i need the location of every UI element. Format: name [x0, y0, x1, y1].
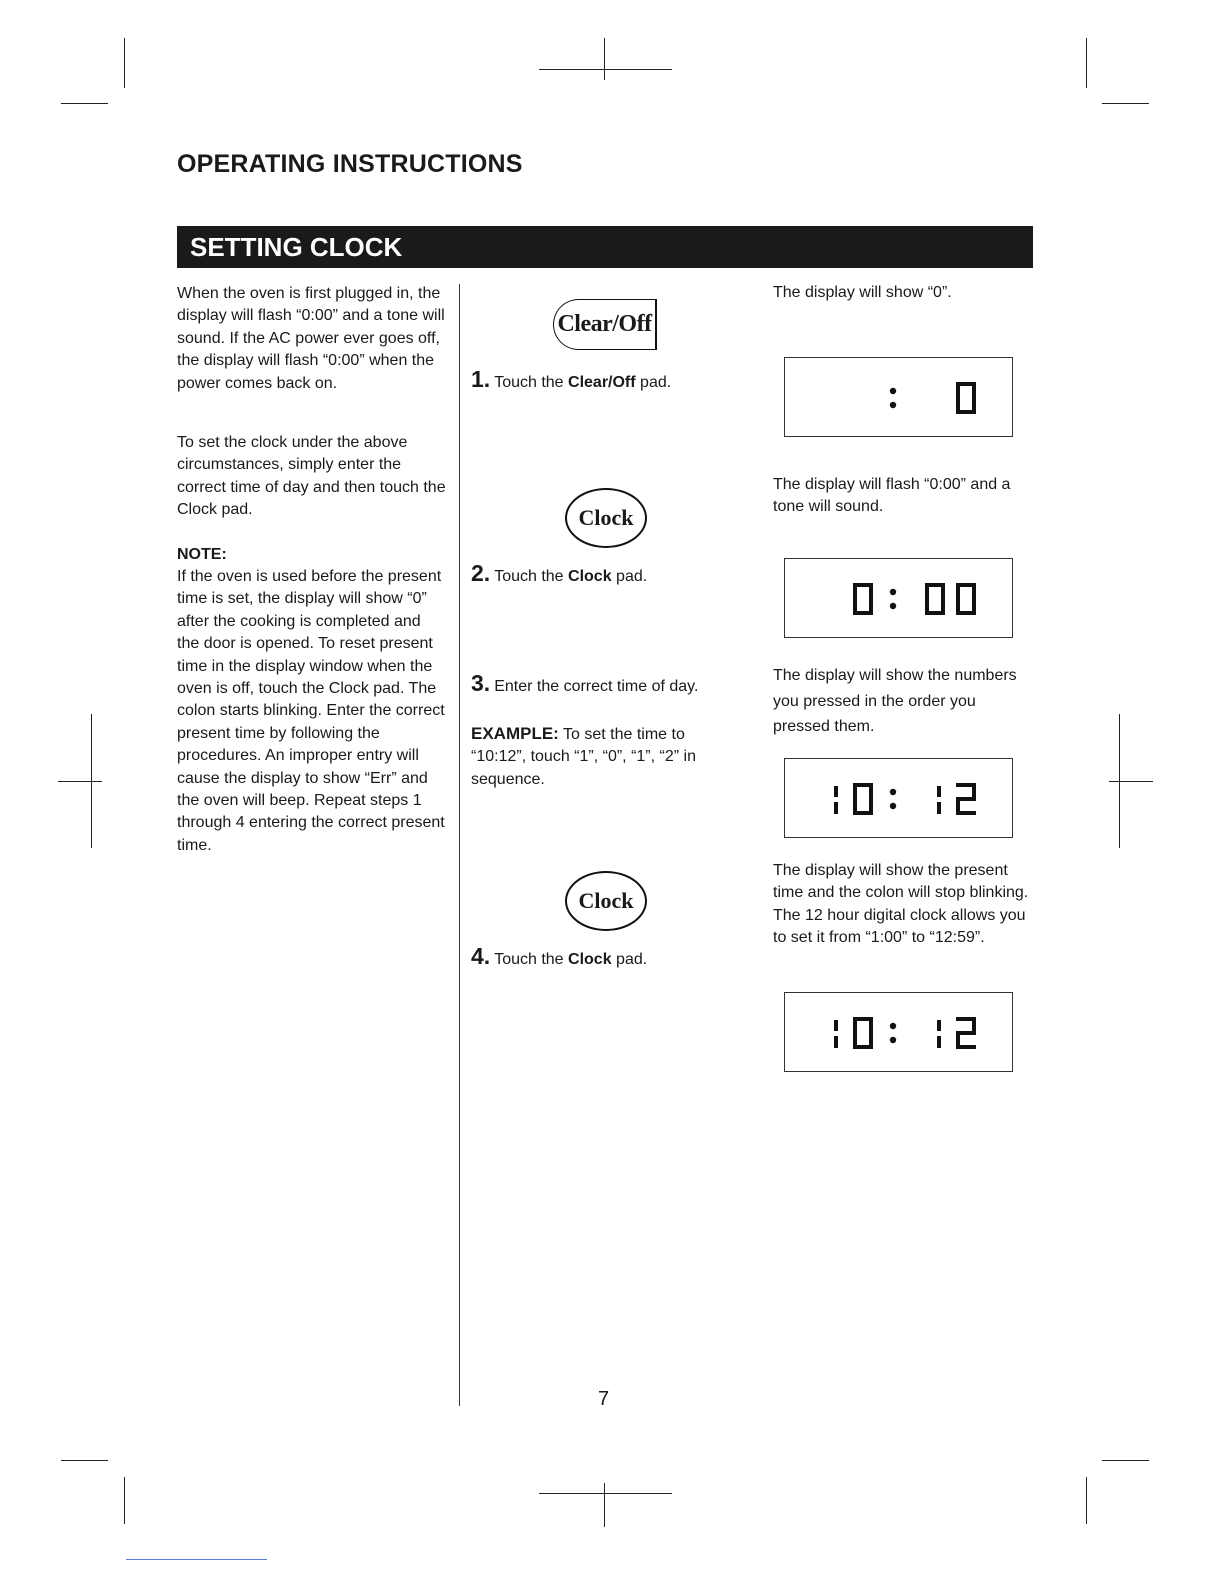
- instructions-paragraph: To set the clock under the above circumstances, simply enter the correct time of day and then touch the Clock pad.: [177, 434, 446, 519]
- page-heading: OPERATING INSTRUCTIONS: [177, 150, 523, 178]
- lcd-segment: [956, 811, 976, 815]
- crop-mark: [1102, 103, 1149, 104]
- step-pad-name: Clock: [568, 951, 612, 968]
- lcd-colon-dot: [890, 603, 896, 609]
- crop-mark: [61, 103, 108, 104]
- lcd-segment: [937, 786, 941, 797]
- lcd-colon-dot: [890, 589, 896, 595]
- note-label: NOTE:: [177, 546, 227, 563]
- lcd-segment: [853, 783, 857, 799]
- step-text: Enter the correct time of day.: [494, 678, 699, 695]
- step-pad-name: Clock: [568, 568, 612, 585]
- crop-mark: [539, 1493, 672, 1494]
- crop-mark: [1086, 38, 1087, 88]
- lcd-display: [784, 758, 1013, 838]
- lcd-segment: [869, 1017, 873, 1033]
- step-4: [471, 943, 647, 970]
- section-banner: [177, 226, 1033, 268]
- lcd-segment: [834, 802, 838, 814]
- crop-mark: [539, 69, 672, 70]
- step-2: [471, 560, 647, 587]
- lcd-segment: [972, 382, 976, 398]
- step-number: 3.: [471, 670, 491, 696]
- lcd-segment: [869, 583, 873, 599]
- lcd-colon-dot: [890, 1037, 896, 1043]
- lcd-segment: [925, 599, 929, 615]
- lcd-segment: [869, 783, 873, 799]
- lcd-segment: [941, 583, 945, 599]
- step-text: Touch the: [494, 568, 569, 585]
- clock-pad: [565, 488, 647, 548]
- crop-mark: [1109, 781, 1153, 782]
- page-number: 7: [598, 1388, 610, 1410]
- lcd-segment: [956, 398, 960, 414]
- crop-mark: [124, 38, 125, 88]
- step-text: Touch the: [494, 374, 569, 391]
- example-text: [471, 723, 736, 791]
- lcd-colon-dot: [890, 402, 896, 408]
- lcd-display: [784, 992, 1013, 1072]
- lcd-segment: [853, 1033, 857, 1049]
- lcd-segment: [956, 382, 960, 398]
- lcd-segment: [853, 583, 857, 599]
- lcd-display: [784, 357, 1013, 437]
- step-3: [471, 670, 698, 697]
- lcd-colon-dot: [890, 1023, 896, 1029]
- lcd-segment: [925, 583, 929, 599]
- crop-mark: [604, 1483, 605, 1527]
- lcd-segment: [853, 1017, 857, 1033]
- lcd-segment: [937, 1036, 941, 1048]
- crop-mark: [124, 1477, 125, 1524]
- lcd-readout: [785, 358, 1014, 438]
- step-number: 1.: [471, 366, 491, 392]
- lcd-segment: [834, 786, 838, 797]
- crop-mark: [604, 38, 605, 80]
- lcd-segment: [956, 599, 960, 615]
- step-1: [471, 366, 671, 393]
- lcd-readout: [785, 759, 1014, 839]
- lcd-segment: [853, 599, 857, 615]
- step-text: pad.: [611, 951, 648, 968]
- scan-artifact-line: [126, 1559, 267, 1560]
- example-body: To set the time to “10:12”, touch “1”, “0”, “1”, “2” in sequence.: [471, 726, 696, 788]
- lcd-segment: [834, 1020, 838, 1031]
- lcd-segment: [956, 1045, 976, 1049]
- intro-paragraph: When the oven is first plugged in, the display will flash “0:00” and a tone will sound. If the AC power ever goes off, the display will flash “0:00” when the power comes back on.: [177, 285, 445, 392]
- crop-mark: [1086, 1477, 1087, 1524]
- step-text: pad.: [635, 374, 672, 391]
- crop-mark: [1102, 1460, 1149, 1461]
- step-text: Touch the: [494, 951, 569, 968]
- lcd-readout: [785, 559, 1014, 639]
- display-description: The display will show the present time and the colon will stop blinking. The 12 hour digital clock allows you to set it from “1:00” to “12:59”.: [773, 862, 1029, 947]
- crop-mark: [61, 1460, 108, 1461]
- column-divider: [459, 284, 460, 1406]
- lcd-colon-dot: [890, 789, 896, 795]
- step-pad-name: Clear/Off: [568, 374, 636, 391]
- lcd-colon-dot: [890, 803, 896, 809]
- lcd-segment: [937, 1020, 941, 1031]
- lcd-display: [784, 558, 1013, 638]
- lcd-segment: [937, 802, 941, 814]
- clock-pad-label: Clock: [578, 888, 634, 913]
- step-text: pad.: [611, 568, 648, 585]
- lcd-segment: [834, 1036, 838, 1048]
- clear-off-pad: [553, 299, 657, 350]
- clock-pad: [565, 871, 647, 931]
- step-number: 2.: [471, 560, 491, 586]
- section-title: SETTING CLOCK: [190, 232, 403, 262]
- display-description: The display will flash “0:00” and a tone will sound.: [773, 476, 1011, 516]
- lcd-segment: [972, 1017, 976, 1033]
- display-description: The display will show the numbers you pressed in the order you pressed them.: [773, 667, 1017, 735]
- display-description: The display will show “0”.: [773, 284, 952, 301]
- lcd-segment: [972, 583, 976, 599]
- step-number: 4.: [471, 943, 491, 969]
- clear-off-pad-label: Clear/Off: [557, 311, 652, 337]
- example-label: EXAMPLE:: [471, 724, 559, 743]
- clock-pad-label: Clock: [578, 505, 634, 530]
- lcd-segment: [853, 799, 857, 815]
- lcd-readout: [785, 993, 1014, 1073]
- lcd-colon-dot: [890, 388, 896, 394]
- lcd-segment: [972, 783, 976, 799]
- lcd-segment: [956, 583, 960, 599]
- note-paragraph: If the oven is used before the present time is set, the display will show “0” after the cooking is completed and the door is opened. To reset present time in the display window when the oven is off, touch the Clock pad. The colon starts blinking. Enter the correct present time by following the procedures. An improper entry will cause the display to show “Err” and the oven will beep. Repeat steps 1 through 4 entering the correct present time.: [177, 568, 445, 854]
- crop-mark: [58, 781, 102, 782]
